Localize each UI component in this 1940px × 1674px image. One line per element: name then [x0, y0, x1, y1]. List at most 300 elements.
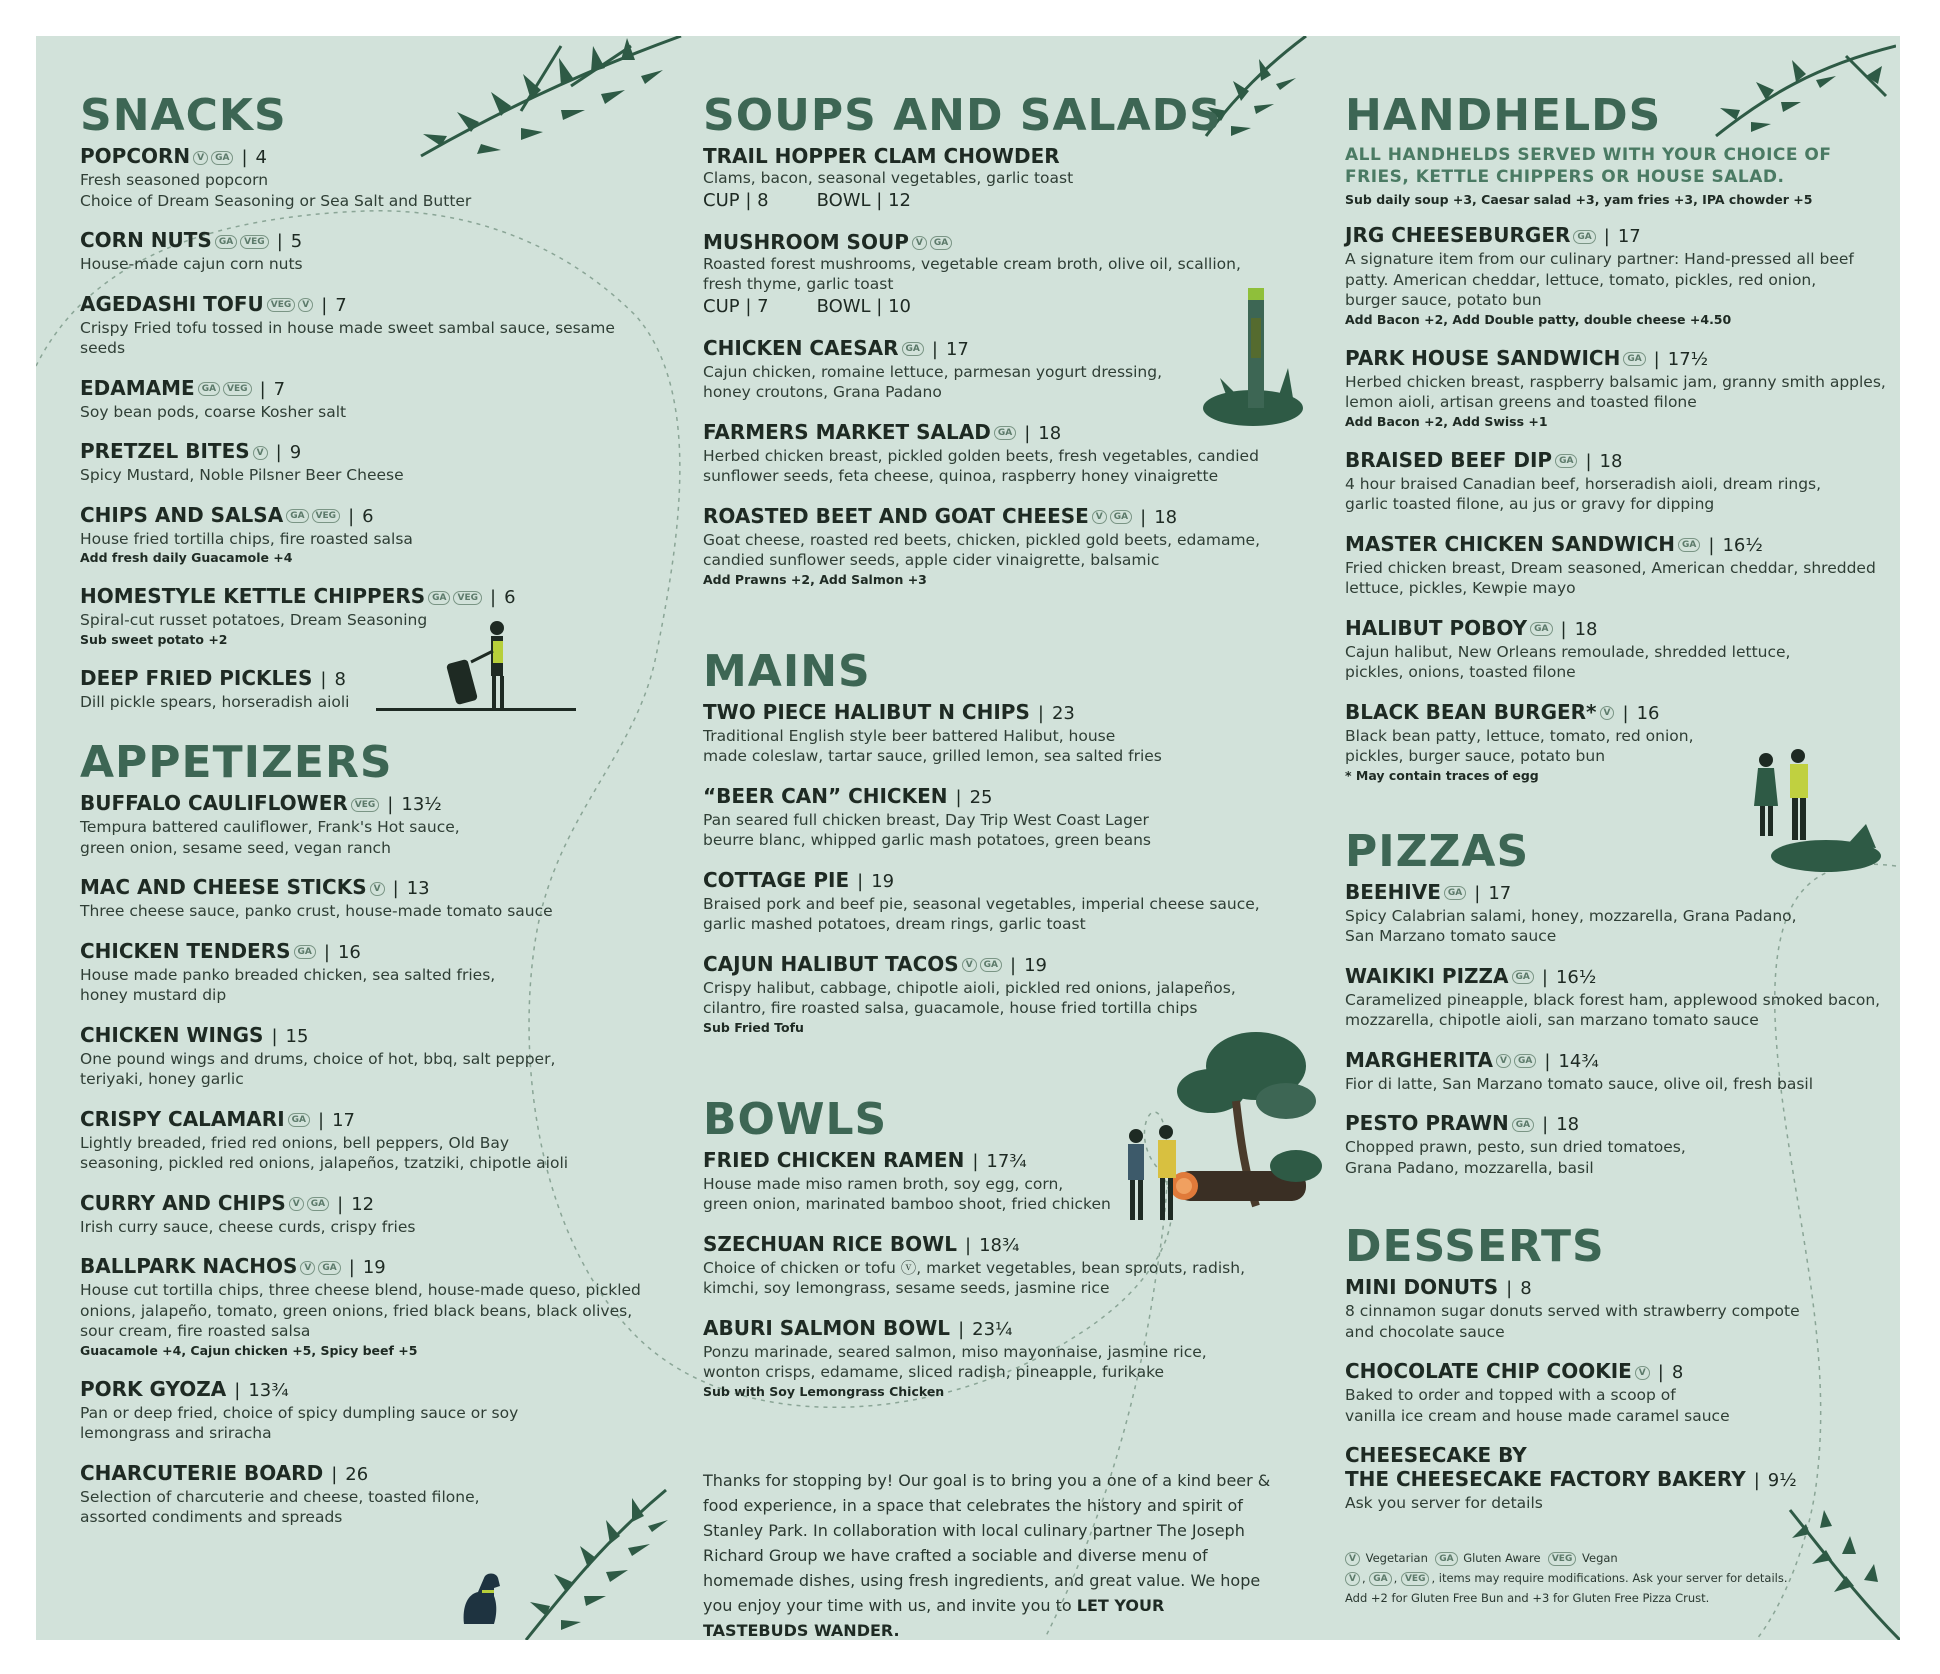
- item-description: Crispy halibut, cabbage, chipotle aioli, pickled red onions, jalapeños,: [703, 978, 1236, 997]
- gluten-aware-icon: GA: [1573, 230, 1595, 244]
- item-price: | 23¼: [958, 1319, 1012, 1340]
- item-price: | 17: [932, 339, 969, 360]
- gluten-aware-icon: GA: [198, 382, 220, 396]
- item-name-row: [703, 868, 1283, 894]
- item-description: Soy bean pods, coarse Kosher salt: [80, 402, 347, 421]
- item-description-2: green onion, marinated bamboo shoot, fried chicken: [703, 1195, 1111, 1213]
- vegetarian-icon: V: [370, 882, 385, 896]
- item-description-2: beurre blanc, whipped garlic mash potatoes, green beans: [703, 831, 1152, 849]
- item-description: Fried chicken breast, Dream seasoned, American cheddar, shredded: [1345, 558, 1876, 577]
- item-name: ABURI SALMON BOWL: [703, 1315, 951, 1340]
- vegan-icon: VEG: [1401, 1572, 1430, 1586]
- item-name: BRAISED BEEF DIP: [1345, 447, 1553, 472]
- item-price: | 18: [1140, 507, 1177, 528]
- item-description: A signature item from our culinary partner: Hand-pressed all beef patty. American cheddar, lettuce, tomato, pickles, red onion,: [1345, 250, 1854, 289]
- vegetarian-icon: V: [1345, 1552, 1360, 1566]
- gluten-aware-icon: GA: [1512, 970, 1534, 984]
- item-name: FRIED CHICKEN RAMEN: [703, 1147, 965, 1172]
- item-name: HALIBUT POBOY: [1345, 615, 1528, 640]
- item-name-row: [703, 1316, 1283, 1342]
- item-price: | 18: [1561, 619, 1598, 640]
- item-name: FARMERS MARKET SALAD: [703, 419, 991, 444]
- item-description: Tempura battered cauliflower, Frank's Hot sauce,: [80, 818, 460, 836]
- item-name-row: [80, 228, 650, 254]
- menu-item: [1345, 1275, 1895, 1342]
- item-name: BEEHIVE: [1345, 879, 1441, 904]
- menu-item: [1345, 964, 1895, 1031]
- handhelds-subtitle: ALL HANDHELDS SERVED WITH YOUR CHOICE OF FRIES, KETTLE CHIPPERS OR HOUSE SALAD.: [1345, 145, 1832, 187]
- vegetarian-icon: V: [289, 1197, 304, 1211]
- gluten-aware-icon: GA: [1623, 352, 1645, 366]
- bowl-price: BOWL | 10: [816, 295, 912, 317]
- menu-item: [1345, 880, 1895, 947]
- item-name: CHEESECAKE BY: [1345, 1443, 1527, 1467]
- legend-line-1: [1345, 1548, 1865, 1568]
- item-name-row: [1345, 616, 1895, 642]
- item-description: Ponzu marinade, seared salmon, miso mayonnaise, jasmine rice,: [703, 1342, 1207, 1361]
- menu-item: [703, 420, 1283, 487]
- gluten-aware-icon: GA: [1530, 622, 1552, 636]
- item-name: CHICKEN WINGS: [80, 1022, 264, 1047]
- item-price: | 9½: [1754, 1470, 1797, 1491]
- item-description: One pound wings and drums, choice of hot, bbq, salt pepper,: [80, 1049, 556, 1068]
- item-addon: Sub with Soy Lemongrass Chicken: [703, 1383, 945, 1399]
- section-title-snacks: SNACKS: [80, 90, 287, 141]
- item-description: Black bean patty, lettuce, tomato, red onion,: [1345, 726, 1694, 745]
- item-description: 4 hour braised Canadian beef, horseradish aioli, dream rings,: [1345, 474, 1822, 493]
- gluten-aware-icon: GA: [211, 151, 233, 165]
- item-name-row: [80, 439, 650, 465]
- item-description: Irish curry sauce, cheese curds, crispy fries: [80, 1217, 416, 1236]
- item-name: MASTER CHICKEN SANDWICH: [1345, 531, 1675, 556]
- item-price: | 19: [349, 1257, 386, 1278]
- vegetarian-icon: V: [1496, 1054, 1511, 1068]
- item-description: Fresh seasoned popcorn: [80, 171, 269, 189]
- menu-item: [80, 1191, 650, 1238]
- menu-item: [703, 700, 1283, 767]
- vegetarian-icon: V: [962, 958, 977, 972]
- section-title-desserts: DESSERTS: [1345, 1221, 1605, 1272]
- gluten-aware-icon: GA: [1555, 454, 1577, 468]
- gluten-aware-icon: GA: [902, 342, 924, 356]
- item-name-row: [80, 791, 650, 817]
- item-name-row: [80, 875, 650, 901]
- vegetarian-icon: V: [253, 446, 268, 460]
- vegetarian-icon: V: [1635, 1366, 1650, 1380]
- item-name: CHARCUTERIE BOARD: [80, 1460, 324, 1485]
- gluten-aware-icon: GA: [930, 236, 952, 250]
- menu-item: [703, 1148, 1283, 1215]
- middle-column: [703, 92, 1283, 1418]
- item-description-2: mozzarella, chipotle aioli, san marzano tomato sauce: [1345, 1011, 1759, 1029]
- item-description-2: made coleslaw, tartar sauce, grilled lemon, sea salted fries: [703, 747, 1162, 765]
- section-title-soups-and-salads: SOUPS AND SALADS: [703, 90, 1222, 141]
- menu-item: [703, 144, 1283, 213]
- item-addon: Sub Fried Tofu: [703, 1019, 804, 1035]
- item-addon: Add fresh daily Guacamole +4: [80, 550, 293, 565]
- item-name: SZECHUAN RICE BOWL: [703, 1231, 957, 1256]
- item-description-2: vanilla ice cream and house made caramel sauce: [1345, 1406, 1730, 1425]
- vegetarian-icon: V: [1600, 706, 1615, 720]
- item-name: EDAMAME: [80, 375, 195, 400]
- soups-list: [703, 144, 1283, 589]
- item-price: | 25: [956, 787, 993, 808]
- menu-item: [1345, 1443, 1895, 1514]
- item-name-row: [703, 700, 1283, 726]
- gluten-aware-icon: GA: [1444, 886, 1466, 900]
- item-description: Chopped prawn, pesto, sun dried tomatoes,: [1345, 1138, 1686, 1156]
- menu-item: [703, 230, 1283, 319]
- about-paragraph: [703, 1468, 1273, 1640]
- item-description-2: sour cream, fire roasted salsa: [80, 1322, 311, 1340]
- item-description-2: Grana Padano, mozzarella, basil: [1345, 1158, 1594, 1177]
- item-description: Cajun halibut, New Orleans remoulade, shredded lettuce,: [1345, 642, 1791, 661]
- item-description-2: Choice of Dream Seasoning or Sea Salt and Butter: [80, 191, 472, 210]
- item-addon: * May contain traces of egg: [1345, 767, 1539, 783]
- item-description-2: seasoning, pickled red onions, jalapeños, tzatziki, chipotle aioli: [80, 1154, 569, 1172]
- item-description: Three cheese sauce, panko crust, house-made tomato sauce: [80, 902, 553, 920]
- item-name-row: [703, 504, 1283, 530]
- item-name: CAJUN HALIBUT TACOS: [703, 951, 959, 976]
- item-description: Spiral-cut russet potatoes, Dream Seasoning: [80, 611, 428, 629]
- item-description: Lightly breaded, fried red onions, bell peppers, Old Bay: [80, 1133, 510, 1152]
- item-name: JRG CHEESEBURGER: [1345, 223, 1571, 247]
- item-description: House-made cajun corn nuts: [80, 255, 303, 273]
- item-price: | 8: [320, 669, 346, 690]
- item-name: AGEDASHI TOFU: [80, 291, 264, 316]
- item-description-2: cilantro, fire roasted salsa, guacamole, house fried tortilla chips: [703, 999, 1198, 1017]
- item-price: | 18: [1542, 1114, 1579, 1135]
- menu-item: [80, 939, 650, 1006]
- item-name-row: [703, 420, 1283, 446]
- menu-item: [80, 144, 650, 211]
- menu-item: [80, 1461, 650, 1528]
- menu-item: [80, 376, 650, 423]
- handhelds-note: Sub daily soup +3, Caesar salad +3, yam fries +3, IPA chowder +5: [1345, 192, 1813, 207]
- item-price: | 16½: [1708, 535, 1762, 556]
- legend-line-2: V , GA , VEG , items may require modifications. Ask your server for details.: [1345, 1568, 1865, 1588]
- vegetarian-icon: V: [1092, 510, 1107, 524]
- item-name-row: [703, 784, 1283, 810]
- item-price: | 17: [1604, 226, 1641, 247]
- item-name: TRAIL HOPPER CLAM CHOWDER: [703, 144, 1060, 168]
- item-description-2: lemongrass and sriracha: [80, 1424, 272, 1442]
- item-name-row: [80, 376, 650, 402]
- section-title-handhelds: HANDHELDS: [1345, 90, 1662, 141]
- item-name: PARK HOUSE SANDWICH: [1345, 345, 1621, 370]
- menu-item: [703, 784, 1283, 851]
- menu-item: [80, 1107, 650, 1174]
- vegan-icon: VEG: [267, 298, 296, 312]
- gluten-aware-icon: GA: [1678, 538, 1700, 552]
- item-addon: Add Bacon +2, Add Swiss +1: [1345, 413, 1548, 429]
- vegan-icon: VEG: [312, 509, 341, 523]
- item-price: | 9: [276, 442, 302, 463]
- left-column: [80, 92, 650, 1545]
- item-name: MARGHERITA: [1345, 1047, 1494, 1072]
- item-name-row: [1345, 448, 1895, 474]
- item-price: | 12: [337, 1194, 374, 1215]
- item-name-row: [703, 230, 1283, 254]
- item-name-row: [1345, 346, 1895, 372]
- menu-item: [703, 868, 1283, 935]
- menu-item: [1345, 1359, 1895, 1426]
- item-price: | 15: [271, 1026, 308, 1047]
- item-description: 8 cinnamon sugar donuts served with strawberry compote: [1345, 1302, 1800, 1320]
- item-price: | 17¾: [972, 1151, 1026, 1172]
- item-name-row: [1345, 880, 1895, 906]
- item-name: MINI DONUTS: [1345, 1275, 1499, 1299]
- item-addon: Sub sweet potato +2: [80, 631, 228, 647]
- item-price: | 16: [1622, 703, 1659, 724]
- cup-price: CUP | 7: [703, 295, 769, 317]
- bowl-price: BOWL | 12: [816, 189, 912, 211]
- menu-item: [1345, 1048, 1895, 1095]
- item-description: Baked to order and topped with a scoop of: [1345, 1386, 1676, 1404]
- item-name: PESTO PRAWN: [1345, 1111, 1509, 1135]
- vegan-icon: VEG: [240, 235, 269, 249]
- item-name: “BEER CAN” CHICKEN: [703, 783, 948, 808]
- item-name-row: [80, 1461, 650, 1487]
- item-description-2: candied sunflower seeds, apple cider vinaigrette, balsamic: [703, 551, 1160, 569]
- gluten-aware-icon: GA: [980, 958, 1002, 972]
- menu-item: [80, 791, 650, 858]
- item-description: Caramelized pineapple, black forest ham, applewood smoked bacon,: [1345, 990, 1881, 1009]
- item-price: | 8: [1658, 1362, 1684, 1383]
- item-description: Selection of charcuterie and cheese, toasted filone,: [80, 1487, 480, 1506]
- item-price: | 17: [1474, 883, 1511, 904]
- menu-item: [80, 1254, 650, 1360]
- item-name-row: [703, 1232, 1283, 1258]
- item-price: | 17½: [1654, 349, 1708, 370]
- item-name: BLACK BEAN BURGER*: [1345, 699, 1597, 724]
- item-name-row: [1345, 700, 1895, 726]
- item-description: Pan seared full chicken breast, Day Trip West Coast Lager: [703, 810, 1149, 829]
- menu-item: [1345, 1111, 1895, 1178]
- gluten-aware-icon: GA: [1512, 1118, 1534, 1132]
- item-description: House fried tortilla chips, fire roasted salsa: [80, 529, 413, 548]
- legend-vegetarian-label: Vegetarian: [1365, 1551, 1428, 1565]
- menu-item: [80, 503, 650, 568]
- item-price: | 18: [1585, 451, 1622, 472]
- item-name: CHICKEN TENDERS: [80, 938, 291, 963]
- item-description-2: green onion, sesame seed, vegan ranch: [80, 838, 391, 857]
- item-price: | 13¾: [234, 1380, 288, 1401]
- pizzas-list: [1345, 880, 1895, 1179]
- menu-item: [80, 439, 650, 486]
- gluten-aware-icon: GA: [318, 1261, 340, 1275]
- menu-item: [703, 336, 1283, 403]
- vegan-icon: VEG: [351, 798, 380, 812]
- item-name-row: [703, 952, 1283, 978]
- section-title-bowls: BOWLS: [703, 1093, 888, 1145]
- vegan-icon: VEG: [453, 591, 482, 605]
- item-name: POPCORN: [80, 144, 191, 168]
- item-price: | 13: [393, 878, 430, 899]
- item-name: BUFFALO CAULIFLOWER: [80, 791, 348, 815]
- desserts-list: [1345, 1275, 1895, 1514]
- item-description: House made miso ramen broth, soy egg, corn,: [703, 1174, 1064, 1193]
- about-tagline: LET YOUR TASTEBUDS WANDER.: [703, 1596, 1165, 1640]
- vegetarian-icon: V: [300, 1261, 315, 1275]
- item-description-2: pickles, onions, toasted filone: [1345, 663, 1576, 681]
- item-name: MUSHROOM SOUP: [703, 229, 909, 254]
- item-name: CURRY AND CHIPS: [80, 1190, 286, 1215]
- gluten-aware-icon: GA: [1369, 1572, 1391, 1586]
- item-price: | 7: [260, 379, 286, 400]
- vegetarian-icon: V: [912, 236, 927, 250]
- item-description-2: honey croutons, Grana Padano: [703, 383, 942, 401]
- item-description-2: kimchi, soy lemongrass, sesame seeds, jasmine rice: [703, 1279, 1110, 1297]
- item-description: Ask you server for details: [1345, 1494, 1543, 1512]
- snacks-list: [80, 144, 650, 712]
- gluten-aware-icon: GA: [994, 426, 1016, 440]
- gluten-aware-icon: GA: [1514, 1054, 1536, 1068]
- item-name-row: [1345, 1443, 1895, 1493]
- mains-list: [703, 700, 1283, 1037]
- item-name-row: [80, 1023, 650, 1049]
- item-description: Spicy Calabrian salami, honey, mozzarella, Grana Padano,: [1345, 906, 1797, 925]
- item-name: CORN NUTS: [80, 228, 212, 252]
- vegetarian-icon: V: [193, 151, 208, 165]
- item-description: Goat cheese, roasted red beets, chicken, pickled gold beets, edamame,: [703, 530, 1261, 549]
- menu-item: [1345, 448, 1895, 515]
- item-description: Herbed chicken breast, raspberry balsamic jam, granny smith apples,: [1345, 372, 1886, 391]
- item-price: | 13½: [387, 794, 441, 815]
- appetizers-list: [80, 791, 650, 1528]
- item-price: | 5: [277, 231, 303, 252]
- item-name-line-2: THE CHEESECAKE FACTORY BAKERY: [1345, 1467, 1746, 1491]
- item-name: TWO PIECE HALIBUT N CHIPS: [703, 699, 1030, 724]
- menu-item: [703, 504, 1283, 589]
- item-price: | 4: [241, 147, 267, 168]
- menu-sheet: [36, 36, 1900, 1640]
- item-description-2: sunflower seeds, feta cheese, quinoa, raspberry honey vinaigrette: [703, 467, 1219, 485]
- item-price: | 16½: [1542, 967, 1596, 988]
- item-price: | 23: [1038, 703, 1075, 724]
- menu-item: [80, 1023, 650, 1090]
- item-description: Pan or deep fried, choice of spicy dumpling sauce or soy: [80, 1403, 519, 1422]
- item-name: BALLPARK NACHOS: [80, 1254, 298, 1278]
- item-description: Crispy Fried tofu tossed in house made sweet sambal sauce, sesame seeds: [80, 318, 615, 357]
- item-name-row: [80, 1191, 650, 1217]
- gluten-aware-icon: GA: [1110, 510, 1132, 524]
- menu-item: [1345, 346, 1895, 431]
- about-text: Thanks for stopping by! Our goal is to bring you a one of a kind beer & food experience, in a space that celebrates the history and spirit of Stanley Park. In collaboration with local culinary partner The Joseph Richard Group we have crafted a sociable and diverse menu of homemade dishes, using fresh ingredients, and great value. We hope you enjoy your time with us, and invite you to: [703, 1471, 1271, 1615]
- item-description-2: wonton crisps, edamame, sliced radish, pineapple, furikake: [703, 1363, 1165, 1381]
- item-name-row: [703, 144, 1283, 168]
- item-description-2: burger sauce, potato bun: [1345, 291, 1542, 309]
- legend-gluten-free-note: Add +2 for Gluten Free Bun and +3 for Gluten Free Pizza Crust.: [1345, 1591, 1710, 1605]
- item-name-row: [80, 584, 650, 610]
- menu-item: [80, 292, 650, 359]
- bowls-list: [703, 1148, 1283, 1401]
- menu-item: [1345, 223, 1895, 329]
- item-description-2: assorted condiments and spreads: [80, 1508, 343, 1526]
- item-description-2: fresh thyme, garlic toast: [703, 275, 894, 293]
- item-name-row: [1345, 223, 1895, 249]
- item-name-row: [1345, 1048, 1895, 1074]
- item-price: | 7: [321, 295, 347, 316]
- gluten-aware-icon: GA: [1435, 1552, 1457, 1566]
- handhelds-list: [1345, 223, 1895, 785]
- cup-price: CUP | 8: [703, 189, 769, 211]
- item-description-2: honey mustard dip: [80, 986, 227, 1004]
- item-price: | 18¾: [965, 1235, 1019, 1256]
- item-name: WAIKIKI PIZZA: [1345, 963, 1509, 988]
- item-name-row: [703, 1148, 1283, 1174]
- vegan-icon: VEG: [1548, 1552, 1577, 1566]
- dog-illustration: [454, 1566, 514, 1626]
- gluten-aware-icon: GA: [286, 509, 308, 523]
- item-description: Choice of chicken or tofu ⓥ, market vegetables, bean sprouts, radish,: [703, 1258, 1246, 1277]
- item-price: | 16: [324, 942, 361, 963]
- item-price: | 18: [1024, 423, 1061, 444]
- item-description: Roasted forest mushrooms, vegetable cream broth, olive oil, scallion,: [703, 254, 1241, 273]
- item-price: | 14¾: [1544, 1051, 1598, 1072]
- item-price: | 19: [857, 871, 894, 892]
- menu-item: [703, 1232, 1283, 1299]
- menu-item: [1345, 532, 1895, 599]
- cup-bowl-prices: [703, 295, 1283, 319]
- item-name: CHOCOLATE CHIP COOKIE: [1345, 1359, 1632, 1383]
- item-name-row: [1345, 964, 1895, 990]
- item-price: | 19: [1010, 955, 1047, 976]
- item-description: Braised pork and beef pie, seasonal vegetables, imperial cheese sauce,: [703, 894, 1260, 913]
- item-name-row: [1345, 532, 1895, 558]
- legend-vegan-label: Vegan: [1582, 1551, 1618, 1565]
- item-description: Herbed chicken breast, pickled golden beets, fresh vegetables, candied: [703, 446, 1259, 465]
- item-name: COTTAGE PIE: [703, 867, 850, 892]
- item-name: MAC AND CHEESE STICKS: [80, 875, 367, 899]
- item-name-row: [80, 1377, 650, 1403]
- menu-item: [80, 584, 650, 649]
- gluten-aware-icon: GA: [215, 235, 237, 249]
- item-price: | 17: [318, 1110, 355, 1131]
- item-name-row: [1345, 1359, 1895, 1385]
- item-name: CHIPS AND SALSA: [80, 502, 284, 527]
- item-name: PORK GYOZA: [80, 1376, 227, 1401]
- item-description: Dill pickle spears, horseradish aioli: [80, 692, 350, 711]
- item-description: Clams, bacon, seasonal vegetables, garlic toast: [703, 169, 1074, 187]
- menu-item: [80, 1377, 650, 1444]
- item-price: | 6: [490, 587, 516, 608]
- item-description-2: lemon aioli, artisan greens and toasted filone: [1345, 393, 1697, 411]
- item-name: PRETZEL BITES: [80, 439, 250, 463]
- dietary-legend: [1345, 1548, 1865, 1608]
- item-description: Fior di latte, San Marzano tomato sauce, olive oil, fresh basil: [1345, 1074, 1814, 1093]
- cup-bowl-prices: [703, 189, 1283, 213]
- item-description-2: San Marzano tomato sauce: [1345, 927, 1557, 945]
- item-name: DEEP FRIED PICKLES: [80, 665, 313, 690]
- menu-item: [703, 1316, 1283, 1401]
- legend-gluten-aware-label: Gluten Aware: [1463, 1551, 1541, 1565]
- item-addon: Add Bacon +2, Add Double patty, double cheese +4.50: [1345, 311, 1732, 327]
- right-column: [1345, 92, 1895, 1531]
- item-name-row: [80, 1107, 650, 1133]
- item-description-2: pickles, burger sauce, potato bun: [1345, 747, 1606, 765]
- item-name-row: [1345, 1111, 1895, 1137]
- item-name: HOMESTYLE KETTLE CHIPPERS: [80, 584, 426, 608]
- item-name: CRISPY CALAMARI: [80, 1106, 285, 1131]
- section-title-pizzas: PIZZAS: [1345, 825, 1530, 877]
- section-title-appetizers: APPETIZERS: [80, 737, 393, 788]
- menu-item: [1345, 616, 1895, 683]
- vegetarian-icon: V: [1345, 1572, 1360, 1586]
- item-price: | 8: [1506, 1278, 1532, 1299]
- item-description: Traditional English style beer battered Halibut, house: [703, 726, 1116, 745]
- item-name-row: [80, 503, 650, 529]
